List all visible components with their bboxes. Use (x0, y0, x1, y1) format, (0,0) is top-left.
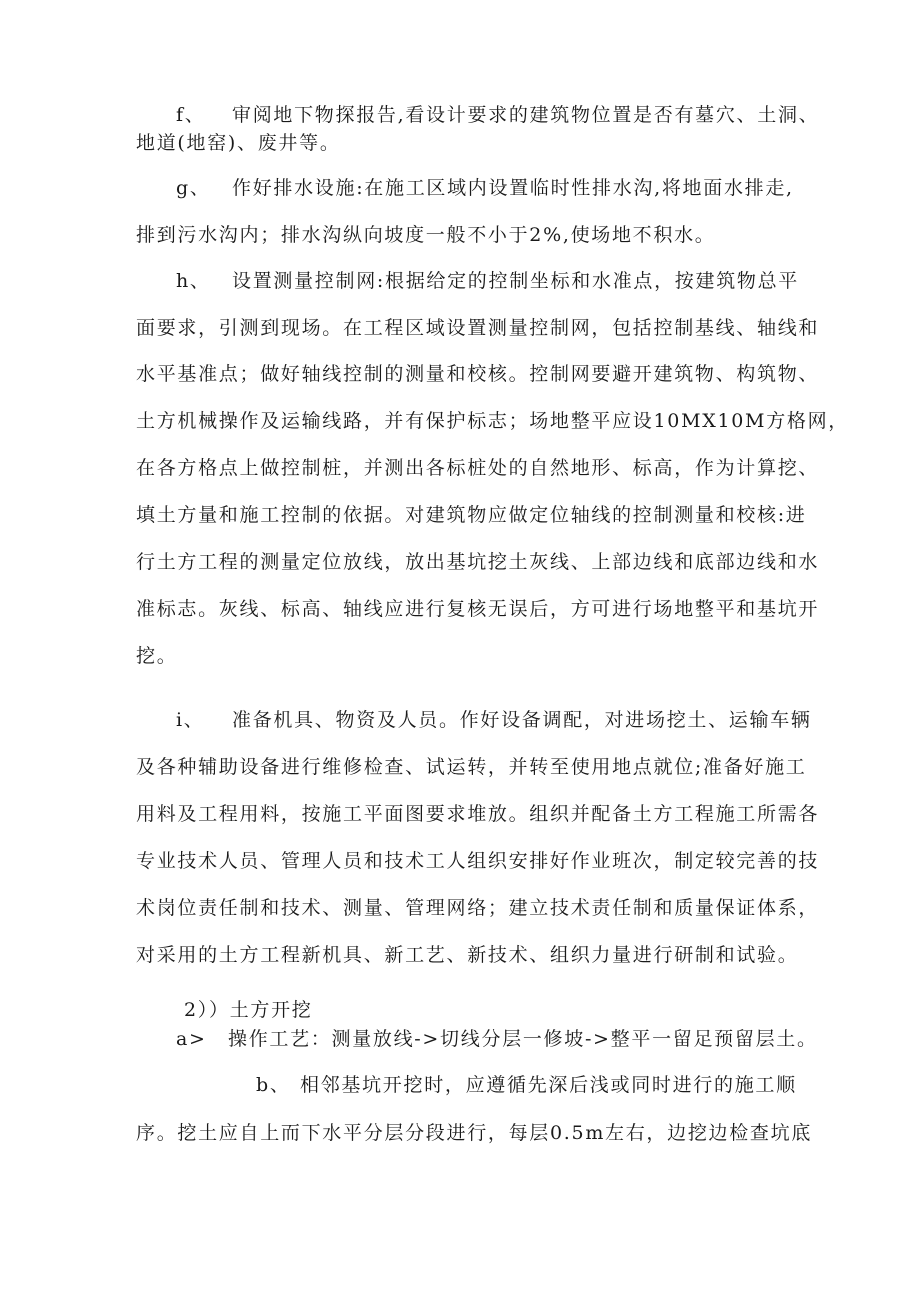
paragraph-g-text: 作好排水设施:在施工区域内设置临时性排水沟,将地面水排走, (232, 177, 794, 199)
paragraph-g-marker: g、 (176, 177, 211, 199)
paragraph-b-line-2: 序。挖土应自上而下水平分层分段进行，每层0.5m左右，边挖边检查坑底 (136, 1122, 813, 1144)
paragraph-h-line-1 (176, 268, 799, 294)
paragraph-i-line-5: 术岗位责任制和技术、测量、管理网络；建立技术责任制和质量保证体系， (136, 897, 820, 919)
paragraph-h-line-4: 土方机械操作及运输线路，并有保护标志；场地整平应设10MX10M方格网， (136, 410, 849, 432)
paragraph-i-line-3: 用料及工程用料，按施工平面图要求堆放。组织并配备土方工程施工所需各 (136, 803, 820, 825)
paragraph-h-line-8: 准标志。灰线、标高、轴线应进行复核无误后，方可进行场地整平和基坑开 (136, 598, 820, 620)
paragraph-i-line-2: 及各种辅助设备进行维修检查、试运转，并转至使用地点就位;准备好施工 (136, 756, 807, 778)
paragraph-f-marker: f、 (176, 104, 206, 126)
paragraph-h-line-3: 水平基准点；做好轴线控制的测量和校核。控制网要避开建筑物、构筑物、 (136, 363, 820, 385)
paragraph-f-line-1 (176, 102, 819, 128)
paragraph-a-marker: a> (176, 1028, 207, 1050)
paragraph-f-text: 审阅地下物探报告,看设计要求的建筑物位置是否有墓穴、土洞、 (232, 104, 820, 126)
paragraph-a-text: 操作工艺：测量放线->切线分层一修坡->整平一留足预留层土。 (228, 1028, 818, 1050)
paragraph-g-line-1 (176, 175, 794, 201)
paragraph-i-line-6: 对采用的土方工程新机具、新工艺、新技术、组织力量进行研制和试验。 (136, 944, 799, 966)
section-heading: 2））土方开挖 (184, 999, 313, 1021)
paragraph-i-marker: i、 (176, 709, 205, 731)
paragraph-h-marker: h、 (176, 270, 211, 292)
paragraph-i-line-4: 专业技术人员、管理人员和技术工人组织安排好作业班次，制定较完善的技 (136, 850, 820, 872)
paragraph-a-line-1 (176, 1026, 818, 1052)
paragraph-h-text: 设置测量控制网:根据给定的控制坐标和水准点，按建筑物总平 (232, 270, 800, 292)
paragraph-i-line-1 (176, 707, 812, 733)
paragraph-h-line-7: 行土方工程的测量定位放线，放出基坑挖土灰线、上部边线和底部边线和水 (136, 551, 820, 573)
paragraph-b-line-1 (256, 1072, 797, 1098)
paragraph-h-line-6: 填土方量和施工控制的依据。对建筑物应做定位轴线的控制测量和校核:进 (136, 504, 807, 526)
paragraph-i-text: 准备机具、物资及人员。作好设备调配，对进场挖土、运输车辆 (232, 709, 812, 731)
paragraph-h-line-5: 在各方格点上做控制桩，并测出各标桩处的自然地形、标高，作为计算挖、 (136, 457, 820, 479)
paragraph-g-line-2: 排到污水沟内；排水沟纵向坡度一般不小于2%,使场地不积水。 (136, 224, 716, 246)
paragraph-h-line-9: 挖。 (136, 645, 178, 667)
paragraph-f-line-2: 地道(地窑)、废井等。 (136, 132, 341, 154)
paragraph-h-line-2: 面要求，引测到现场。在工程区域设置测量控制网，包括控制基线、轴线和 (136, 317, 820, 339)
paragraph-b-text: 相邻基坑开挖时，应遵循先深后浅或同时进行的施工顺 (300, 1074, 797, 1096)
paragraph-b-marker: b、 (256, 1074, 291, 1096)
